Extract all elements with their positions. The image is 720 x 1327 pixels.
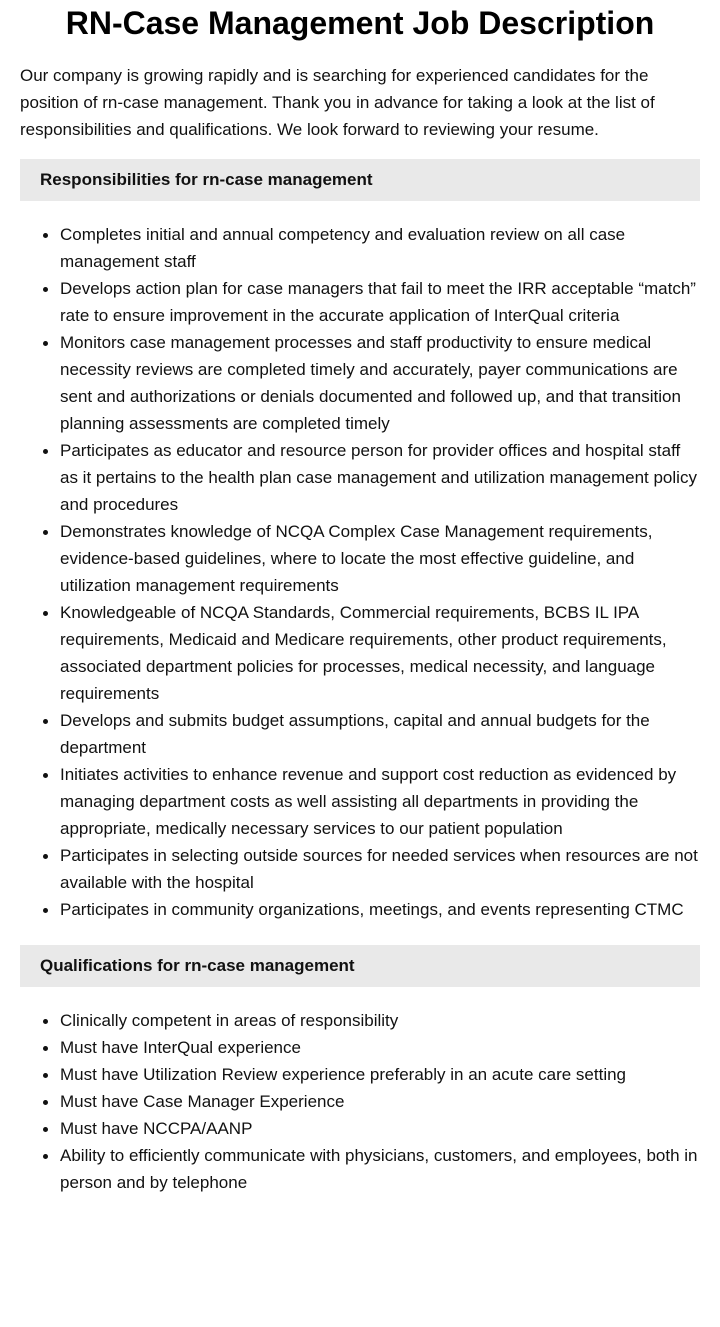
list-item: Participates in community organizations, meetings, and events representing CTMC xyxy=(60,896,700,923)
responsibilities-heading: Responsibilities for rn-case management xyxy=(20,159,700,201)
list-item: Clinically competent in areas of responsibility xyxy=(60,1007,700,1034)
list-item: Completes initial and annual competency and evaluation review on all case management staff xyxy=(60,221,700,275)
list-item: Must have Case Manager Experience xyxy=(60,1088,700,1115)
list-item: Demonstrates knowledge of NCQA Complex Case Management requirements, evidence-based guidelines, where to locate the most effective guideline, and utilization management requirements xyxy=(60,518,700,599)
qualifications-list xyxy=(20,1007,700,1196)
list-item: Develops action plan for case managers that fail to meet the IRR acceptable “match” rate to ensure improvement in the accurate application of InterQual criteria xyxy=(60,275,700,329)
qualifications-heading: Qualifications for rn-case management xyxy=(20,945,700,987)
list-item: Monitors case management processes and staff productivity to ensure medical necessity reviews are completed timely and accurately, payer communications are sent and authorizations or denials documented and followed up, and that transition planning assessments are completed timely xyxy=(60,329,700,437)
qualifications-section xyxy=(20,945,700,1196)
list-item: Initiates activities to enhance revenue and support cost reduction as evidenced by managing department costs as well assisting all departments in providing the appropriate, medically necessary services to our patient population xyxy=(60,761,700,842)
list-item: Must have NCCPA/AANP xyxy=(60,1115,700,1142)
list-item: Develops and submits budget assumptions, capital and annual budgets for the department xyxy=(60,707,700,761)
list-item: Must have Utilization Review experience preferably in an acute care setting xyxy=(60,1061,700,1088)
intro-paragraph: Our company is growing rapidly and is searching for experienced candidates for the position of rn-case management. Thank you in advance for taking a look at the list of responsibilities and qualifications. We look forward to reviewing your resume. xyxy=(20,66,655,139)
list-item: Knowledgeable of NCQA Standards, Commercial requirements, BCBS IL IPA requirements, Medicaid and Medicare requirements, other product requirements, associated department policies for processes, medical necessity, and language requirements xyxy=(60,599,700,707)
list-item: Participates in selecting outside sources for needed services when resources are not available with the hospital xyxy=(60,842,700,896)
page-title: RN-Case Management Job Description xyxy=(65,5,655,41)
responsibilities-list xyxy=(20,221,700,923)
list-item: Ability to efficiently communicate with physicians, customers, and employees, both in person and by telephone xyxy=(60,1142,700,1196)
list-item: Participates as educator and resource person for provider offices and hospital staff as it pertains to the health plan case management and utilization management policy and procedures xyxy=(60,437,700,518)
responsibilities-section xyxy=(20,159,700,923)
list-item: Must have InterQual experience xyxy=(60,1034,700,1061)
